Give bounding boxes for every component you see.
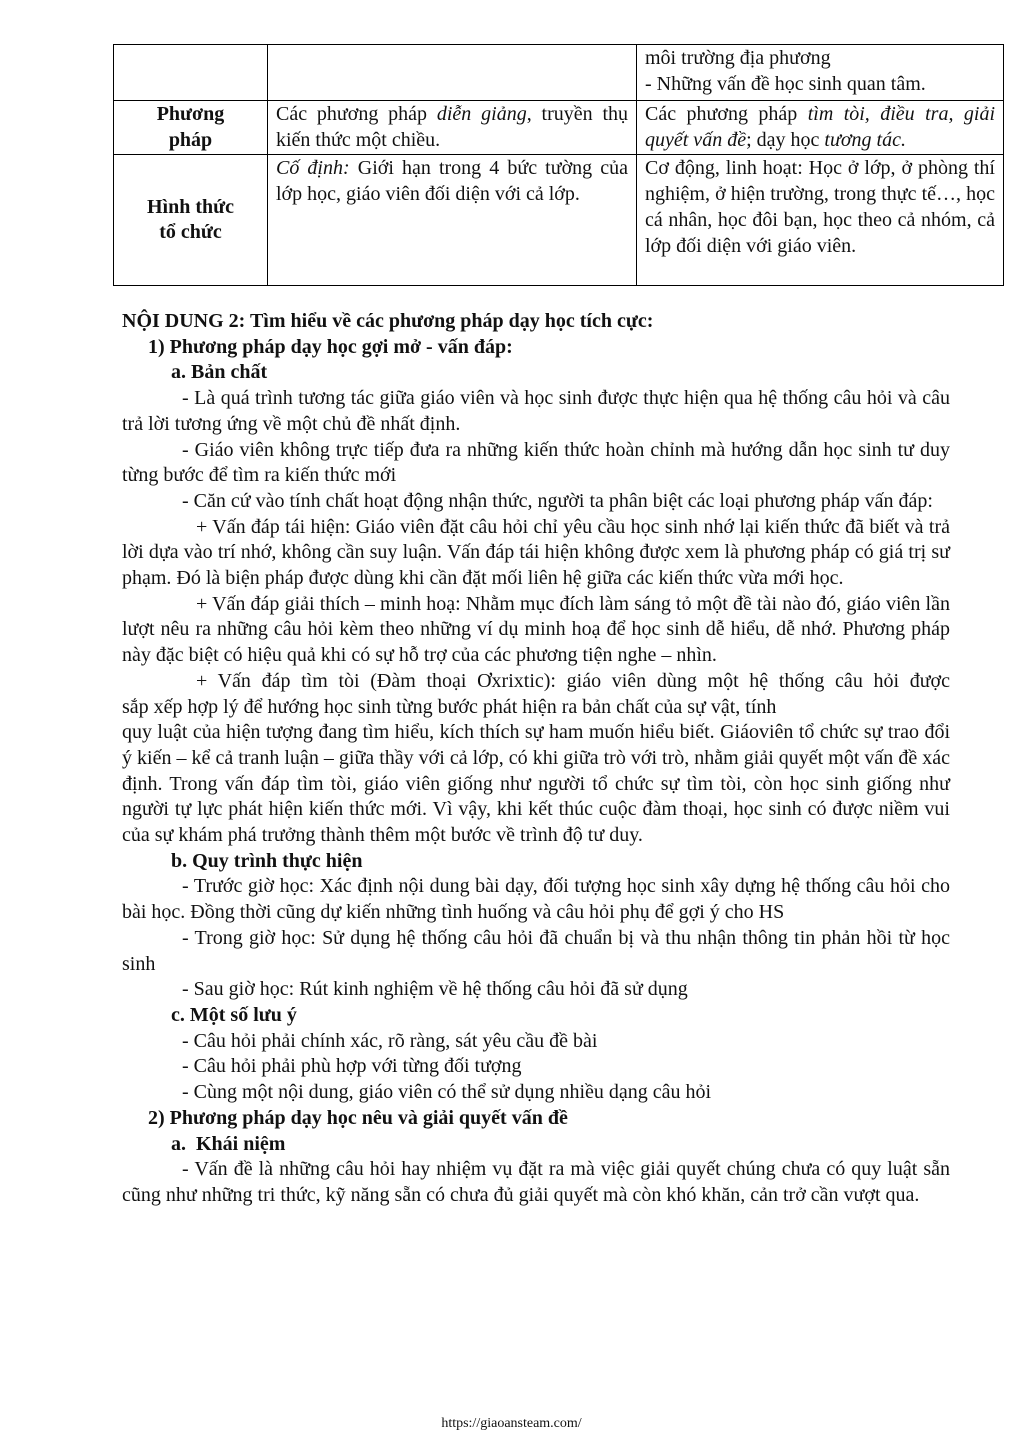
row-label-line: Phương [156,103,225,125]
table-cell [637,45,1004,101]
row-label-organization [114,155,268,286]
paragraph: + Vấn đáp tái hiện: Giáo viên đặt câu hỏi chỉ yêu cầu học sinh nhớ lại kiến thức đã biết và trả lời dựa vào trí nhớ, không cần suy luận. Vấn đáp tái hiện không được xem là phương pháp có giá trị sư phạm. Đó là biện pháp được dùng khi cần đặt mối liên hệ giữa các kiến thức vừa mới học. [122,515,950,590]
paragraph: - Là quá trình tương tác giữa giáo viên và học sinh được thực hiện qua hệ thống câu hỏi và câu trả lời tương ứng về một chủ đề nhất định. [122,387,950,435]
subsection-heading: 2) Phương pháp dạy học nêu và giải quyết vấn đề [148,1106,568,1129]
cell-text: ; dạy học [746,128,825,151]
table-row [114,155,1004,286]
table-cell: Cơ động, linh hoạt: Học ở lớp, ở phòng thí nghiệm, ở hiện trường, trong thực tế…, học cá nhân, học đôi bạn, học theo cả nhóm, cả lớp đối diện với giáo viên. [637,155,1004,286]
table-row [114,45,1004,101]
document-body [122,309,950,1209]
cell-text-italic: Cố định: [276,157,350,180]
sub-subsection-heading: b. Quy trình thực hiện [171,849,363,872]
sub-subsection-heading: c. Một số lưu ý [171,1003,297,1026]
table-cell [268,155,637,286]
table-cell [637,101,1004,155]
cell-text-line: - Những vấn đề học sinh quan tâm. [645,72,926,95]
cell-text: Các phương pháp [645,103,808,125]
cell-text-italic: diễn giảng [436,103,527,125]
row-label-line: tổ chức [159,221,222,244]
paragraph: - Câu hỏi phải phù hợp với từng đối tượng [182,1055,522,1078]
paragraph: - Trước giờ học: Xác định nội dung bài dạy, đối tượng học sinh xây dựng hệ thống câu hỏi cho bài học. Đồng thời cũng dự kiến những tình huống và câu hỏi phụ để gợi ý cho HS [122,875,950,924]
cell-text-line: môi trường địa phương [645,47,831,69]
paragraph-line: sắp xếp hợp lý để hướng học sinh từng bước phát hiện ra bản chất của sự vật, tính [122,695,777,718]
sub-subsection-heading: a. Bản chất [171,361,268,384]
table-row [114,101,1004,155]
paragraph: - Vấn đề là những câu hỏi hay nhiệm vụ đặt ra mà việc giải quyết chúng chưa có quy luật sẵn cũng như những tri thức, kỹ năng sẵn có chưa đủ giải quyết mà còn khó khăn, cản trở cần vượt qua. [122,1158,950,1206]
subsection-heading: 1) Phương pháp dạy học gợi mở - vấn đáp: [148,335,513,358]
row-label-line: Hình thức [146,195,235,218]
cell-text: Các phương pháp [276,103,437,125]
table-cell-empty [114,45,268,101]
paragraph: - Giáo viên không trực tiếp đưa ra những kiến thức hoàn chỉnh mà hướng dẫn học sinh tư duy từng bước để tìm ra kiến thức mới [122,438,950,487]
comparison-table [113,44,1004,286]
table-cell-empty [268,45,637,101]
paragraph: + Vấn đáp giải thích – minh hoạ: Nhằm mục đích làm sáng tỏ một đề tài nào đó, giáo viên lần lượt nêu ra những câu hỏi kèm theo những ví dụ minh hoạ để học sinh dễ hiểu, dễ nhớ. Phương pháp này đặc biệt có hiệu quả khi có sự hỗ trợ của các phương tiện nghe – nhìn. [122,592,950,667]
paragraph-line: + Vấn đáp tìm tòi (Đàm thoại Ơxrixtic): giáo viên dùng một hệ thống câu hỏi được [196,669,950,692]
sub-subsection-heading: a. Khái niệm [171,1132,286,1155]
cell-text-italic: tìm tòi, điều tra, giải quyết vấn đề [645,103,996,151]
row-label-line: pháp [168,128,213,151]
section-heading: NỘI DUNG 2: Tìm hiểu về các phương pháp dạy học tích cực: [122,310,654,332]
row-label-method [114,101,268,155]
cell-text: Giới hạn trong 4 bức tường của lớp học, giáo viên đối diện với cả lớp. [276,157,628,206]
cell-text-italic: tương tác. [824,128,906,151]
paragraph: quy luật của hiện tượng đang tìm hiểu, kích thích sự ham muốn hiểu biết. Giáoviên tổ chức sự trao đổi ý kiến – kể cả tranh luận – giữa thầy với cả lớp, có khi giữa trò với trò, nhằm giải quyết một vấn đề xác định. Trong vấn đáp tìm tòi, giáo viên giống như người tổ chức sự tìm tòi, còn học sinh giống như người tự lực phát hiện kiến thức mới. Vì vậy, khi kết thúc cuộc đàm thoại, học sinh có được niềm vui của sự khám phá trưởng thành thêm một bước về trình độ tư duy. [122,721,950,847]
table-cell [268,101,637,155]
paragraph: - Căn cứ vào tính chất hoạt động nhận thức, người ta phân biệt các loại phương pháp vấn đáp: [182,489,933,512]
paragraph: - Sau giờ học: Rút kinh nghiệm về hệ thống câu hỏi đã sử dụng [182,978,688,1001]
paragraph: - Trong giờ học: Sử dụng hệ thống câu hỏi đã chuẩn bị và thu nhận thông tin phản hồi từ học sinh [122,926,950,975]
footer-url: https://giaoansteam.com/ [441,1416,582,1431]
cell-text: , truyền thụ kiến thức một chiều. [276,103,629,151]
paragraph: - Câu hỏi phải chính xác, rõ ràng, sát yêu cầu đề bài [182,1029,598,1052]
paragraph: - Cùng một nội dung, giáo viên có thể sử dụng nhiều dạng câu hỏi [182,1081,712,1104]
